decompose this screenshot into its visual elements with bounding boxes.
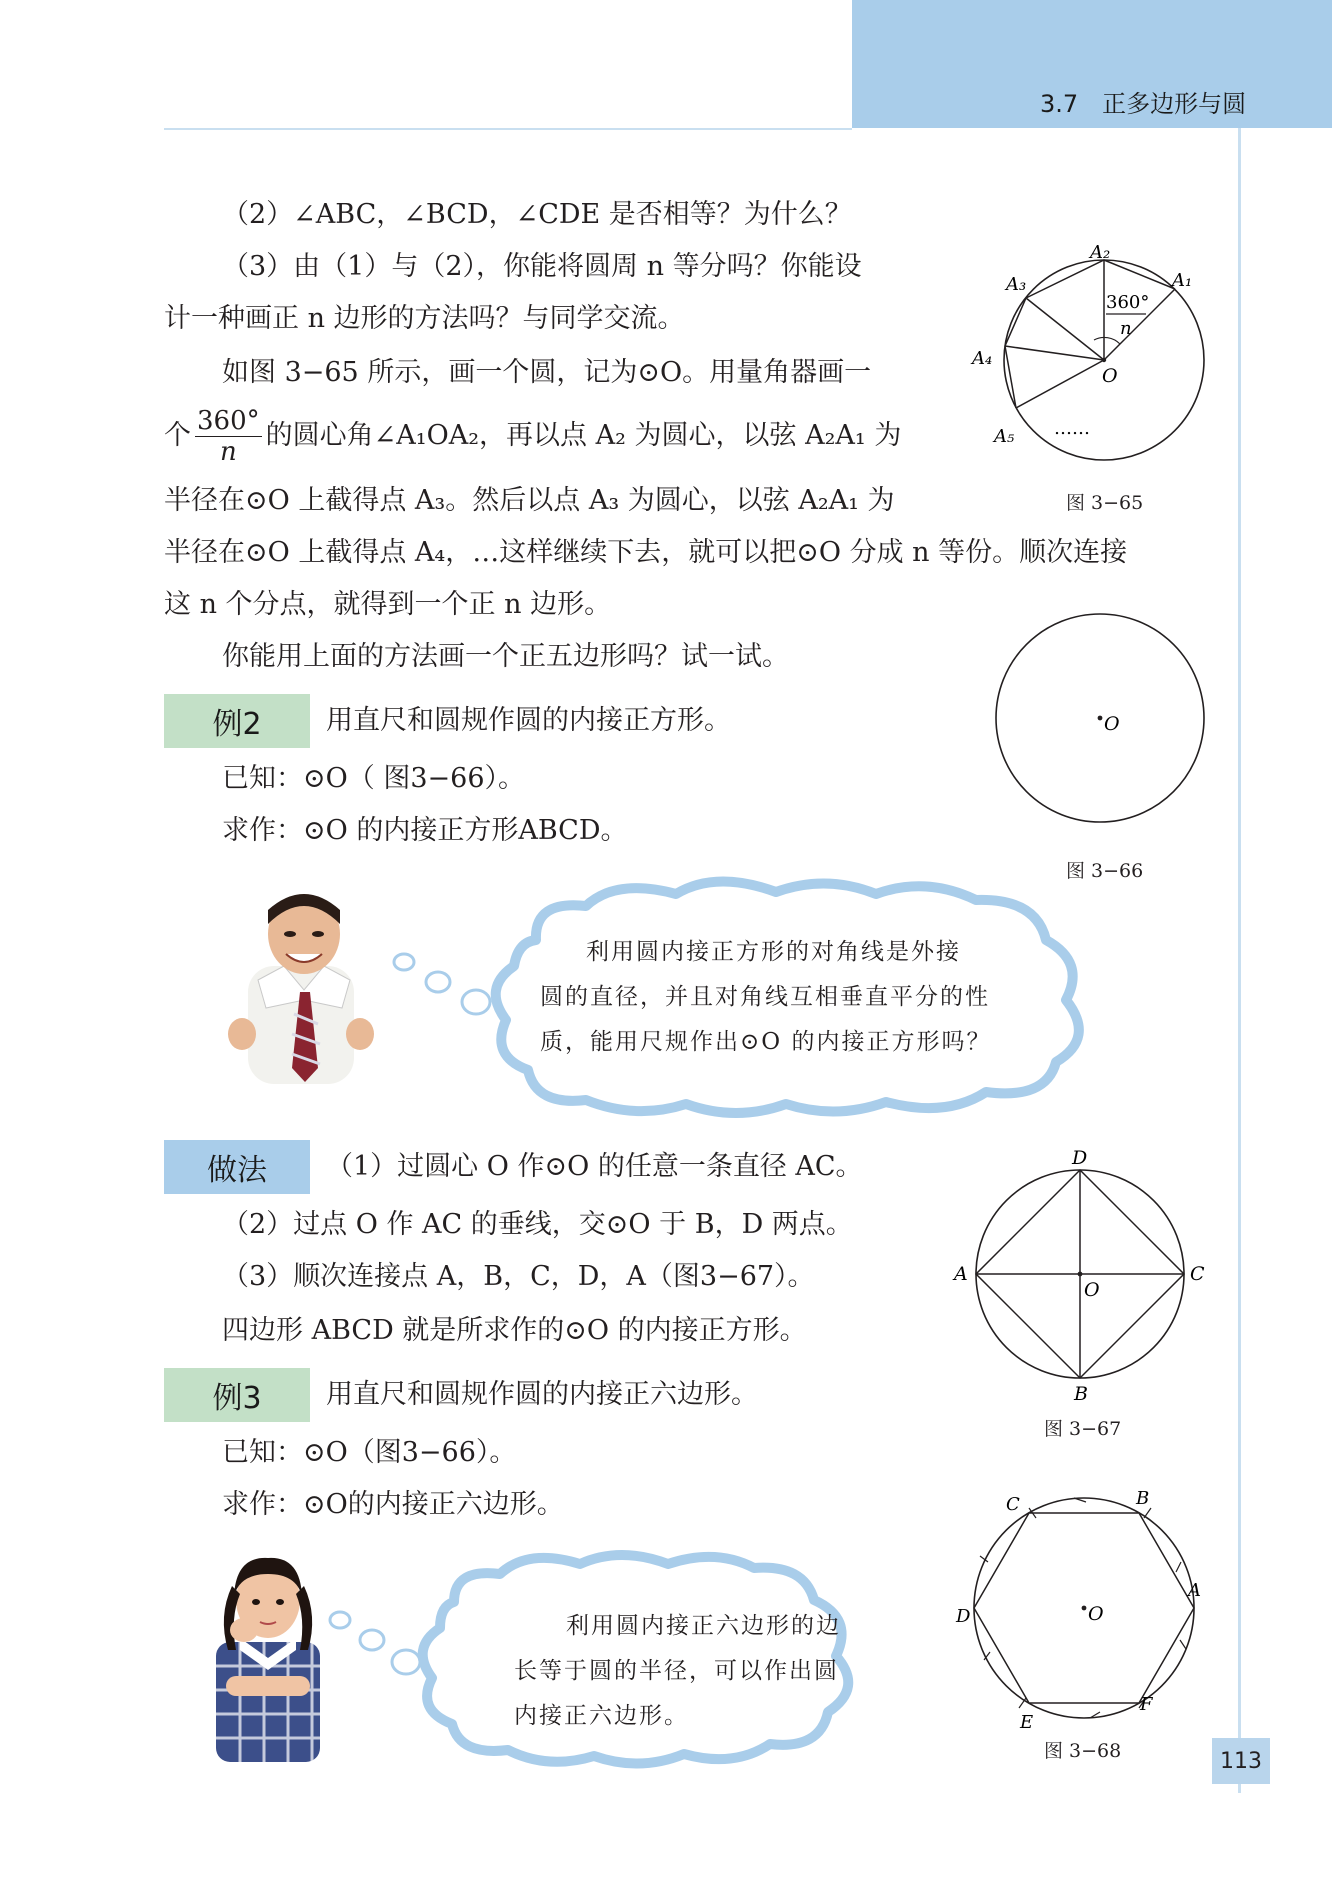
caption-3-67: 图 3−67 bbox=[1044, 1418, 1122, 1440]
label-O: O bbox=[1104, 713, 1120, 735]
caption-3-68: 图 3−68 bbox=[1044, 1740, 1122, 1762]
label-D: D bbox=[1072, 1147, 1088, 1169]
example-3-tag: 例3 bbox=[164, 1368, 310, 1422]
bubble-1-line3: 质，能用尺规作出⊙O 的内接正方形吗？ bbox=[540, 1029, 992, 1055]
angle-num: 360° bbox=[1106, 292, 1150, 313]
label-A: A bbox=[954, 1263, 968, 1285]
label-A4: A₄ bbox=[972, 348, 993, 369]
caption-3-66: 图 3−66 bbox=[1066, 860, 1144, 882]
section-title: 3.7 正多边形与圆 bbox=[1040, 90, 1247, 118]
label-O: O bbox=[1102, 365, 1118, 387]
bubble-2-line3: 内接正六边形。 bbox=[514, 1703, 689, 1729]
paragraph-line2 bbox=[164, 406, 901, 466]
figure-3-66 bbox=[990, 608, 1210, 828]
bubble-1-line2: 圆的直径，并且对角线互相垂直平分的性 bbox=[540, 984, 990, 1010]
boy-illustration bbox=[228, 884, 374, 1084]
question-2: （2）∠ABC，∠BCD，∠CDE 是否相等？为什么？ bbox=[222, 199, 852, 230]
paragraph-line6: 你能用上面的方法画一个正五边形吗？试一试。 bbox=[222, 641, 789, 672]
label-O: O bbox=[1084, 1279, 1100, 1301]
label-A: A bbox=[1188, 1580, 1201, 1601]
figure-3-68 bbox=[950, 1486, 1220, 1736]
label-E: E bbox=[1020, 1712, 1034, 1733]
label-A5: A₅ bbox=[994, 426, 1015, 447]
method-tag: 做法 bbox=[164, 1140, 310, 1194]
label-C: C bbox=[1190, 1263, 1205, 1285]
bubble-2-line1: 利用圆内接正六边形的边 bbox=[566, 1613, 841, 1639]
question-3-line2: 计一种画正 n 边形的方法吗？与同学交流。 bbox=[164, 303, 685, 334]
label-O: O bbox=[1088, 1603, 1104, 1625]
method-conclusion: 四边形 ABCD 就是所求作的⊙O 的内接正方形。 bbox=[222, 1315, 807, 1346]
girl-illustration bbox=[206, 1546, 328, 1762]
example-2-find: 求作：⊙O 的内接正方形ABCD。 bbox=[222, 815, 628, 846]
caption-3-65: 图 3−65 bbox=[1066, 492, 1144, 514]
right-rule bbox=[1238, 128, 1241, 1793]
angle-den: n bbox=[1120, 318, 1132, 339]
label-F: F bbox=[1140, 1694, 1153, 1715]
example-2-given: 已知：⊙O（ 图3−66）。 bbox=[222, 763, 525, 794]
paragraph-line2-pre: 个 bbox=[164, 420, 191, 451]
label-A2: A₂ bbox=[1090, 242, 1111, 263]
label-B: B bbox=[1074, 1383, 1088, 1405]
fraction-denominator: n bbox=[219, 437, 237, 467]
label-A1: A₁ bbox=[1172, 270, 1193, 291]
paragraph-line4: 半径在⊙O 上截得点 A₄，…这样继续下去，就可以把⊙O 分成 n 等份。顺次连接 bbox=[164, 537, 1128, 568]
example-2-title: 用直尺和圆规作圆的内接正方形。 bbox=[326, 705, 731, 736]
paragraph-line2-post: 的圆心角∠A₁OA₂，再以点 A₂ 为圆心，以弦 A₂A₁ 为 bbox=[265, 420, 902, 451]
bubble-1-line1: 利用圆内接正方形的对角线是外接 bbox=[586, 939, 961, 965]
label-A3: A₃ bbox=[1006, 274, 1027, 295]
label-C: C bbox=[1006, 1494, 1020, 1515]
top-rule bbox=[164, 128, 852, 130]
method-step-2: （2）过点 O 作 AC 的垂线，交⊙O 于 B，D 两点。 bbox=[222, 1209, 853, 1240]
angle-fraction bbox=[195, 408, 262, 465]
page-number: 113 bbox=[1212, 1738, 1270, 1784]
method-step-3: （3）顺次连接点 A，B，C，D，A（图3−67）。 bbox=[222, 1261, 815, 1292]
paragraph-line5: 这 n 个分点，就得到一个正 n 边形。 bbox=[164, 589, 612, 620]
paragraph-line3: 半径在⊙O 上截得点 A₃。然后以点 A₃ 为圆心，以弦 A₂A₁ 为 bbox=[164, 485, 895, 516]
paragraph-line1: 如图 3−65 所示，画一个圆，记为⊙O。用量角器画一 bbox=[222, 357, 872, 388]
continuation-dots: …… bbox=[1054, 418, 1090, 439]
example-3-given: 已知：⊙O（图3−66）。 bbox=[222, 1437, 517, 1468]
example-2-tag: 例2 bbox=[164, 694, 310, 748]
fraction-numerator: 360° bbox=[197, 406, 260, 436]
label-D: D bbox=[956, 1606, 971, 1627]
figure-3-65 bbox=[960, 236, 1220, 466]
bubble-2-line2: 长等于圆的半径，可以作出圆 bbox=[514, 1658, 839, 1684]
figure-3-67 bbox=[940, 1142, 1230, 1412]
example-3-find: 求作：⊙O的内接正六边形。 bbox=[222, 1489, 564, 1520]
question-3-line1: （3）由（1）与（2），你能将圆周 n 等分吗？你能设 bbox=[222, 251, 862, 282]
example-3-title: 用直尺和圆规作圆的内接正六边形。 bbox=[326, 1379, 758, 1410]
label-B: B bbox=[1136, 1488, 1150, 1509]
method-step-1: （1）过圆心 O 作⊙O 的任意一条直径 AC。 bbox=[326, 1151, 863, 1182]
